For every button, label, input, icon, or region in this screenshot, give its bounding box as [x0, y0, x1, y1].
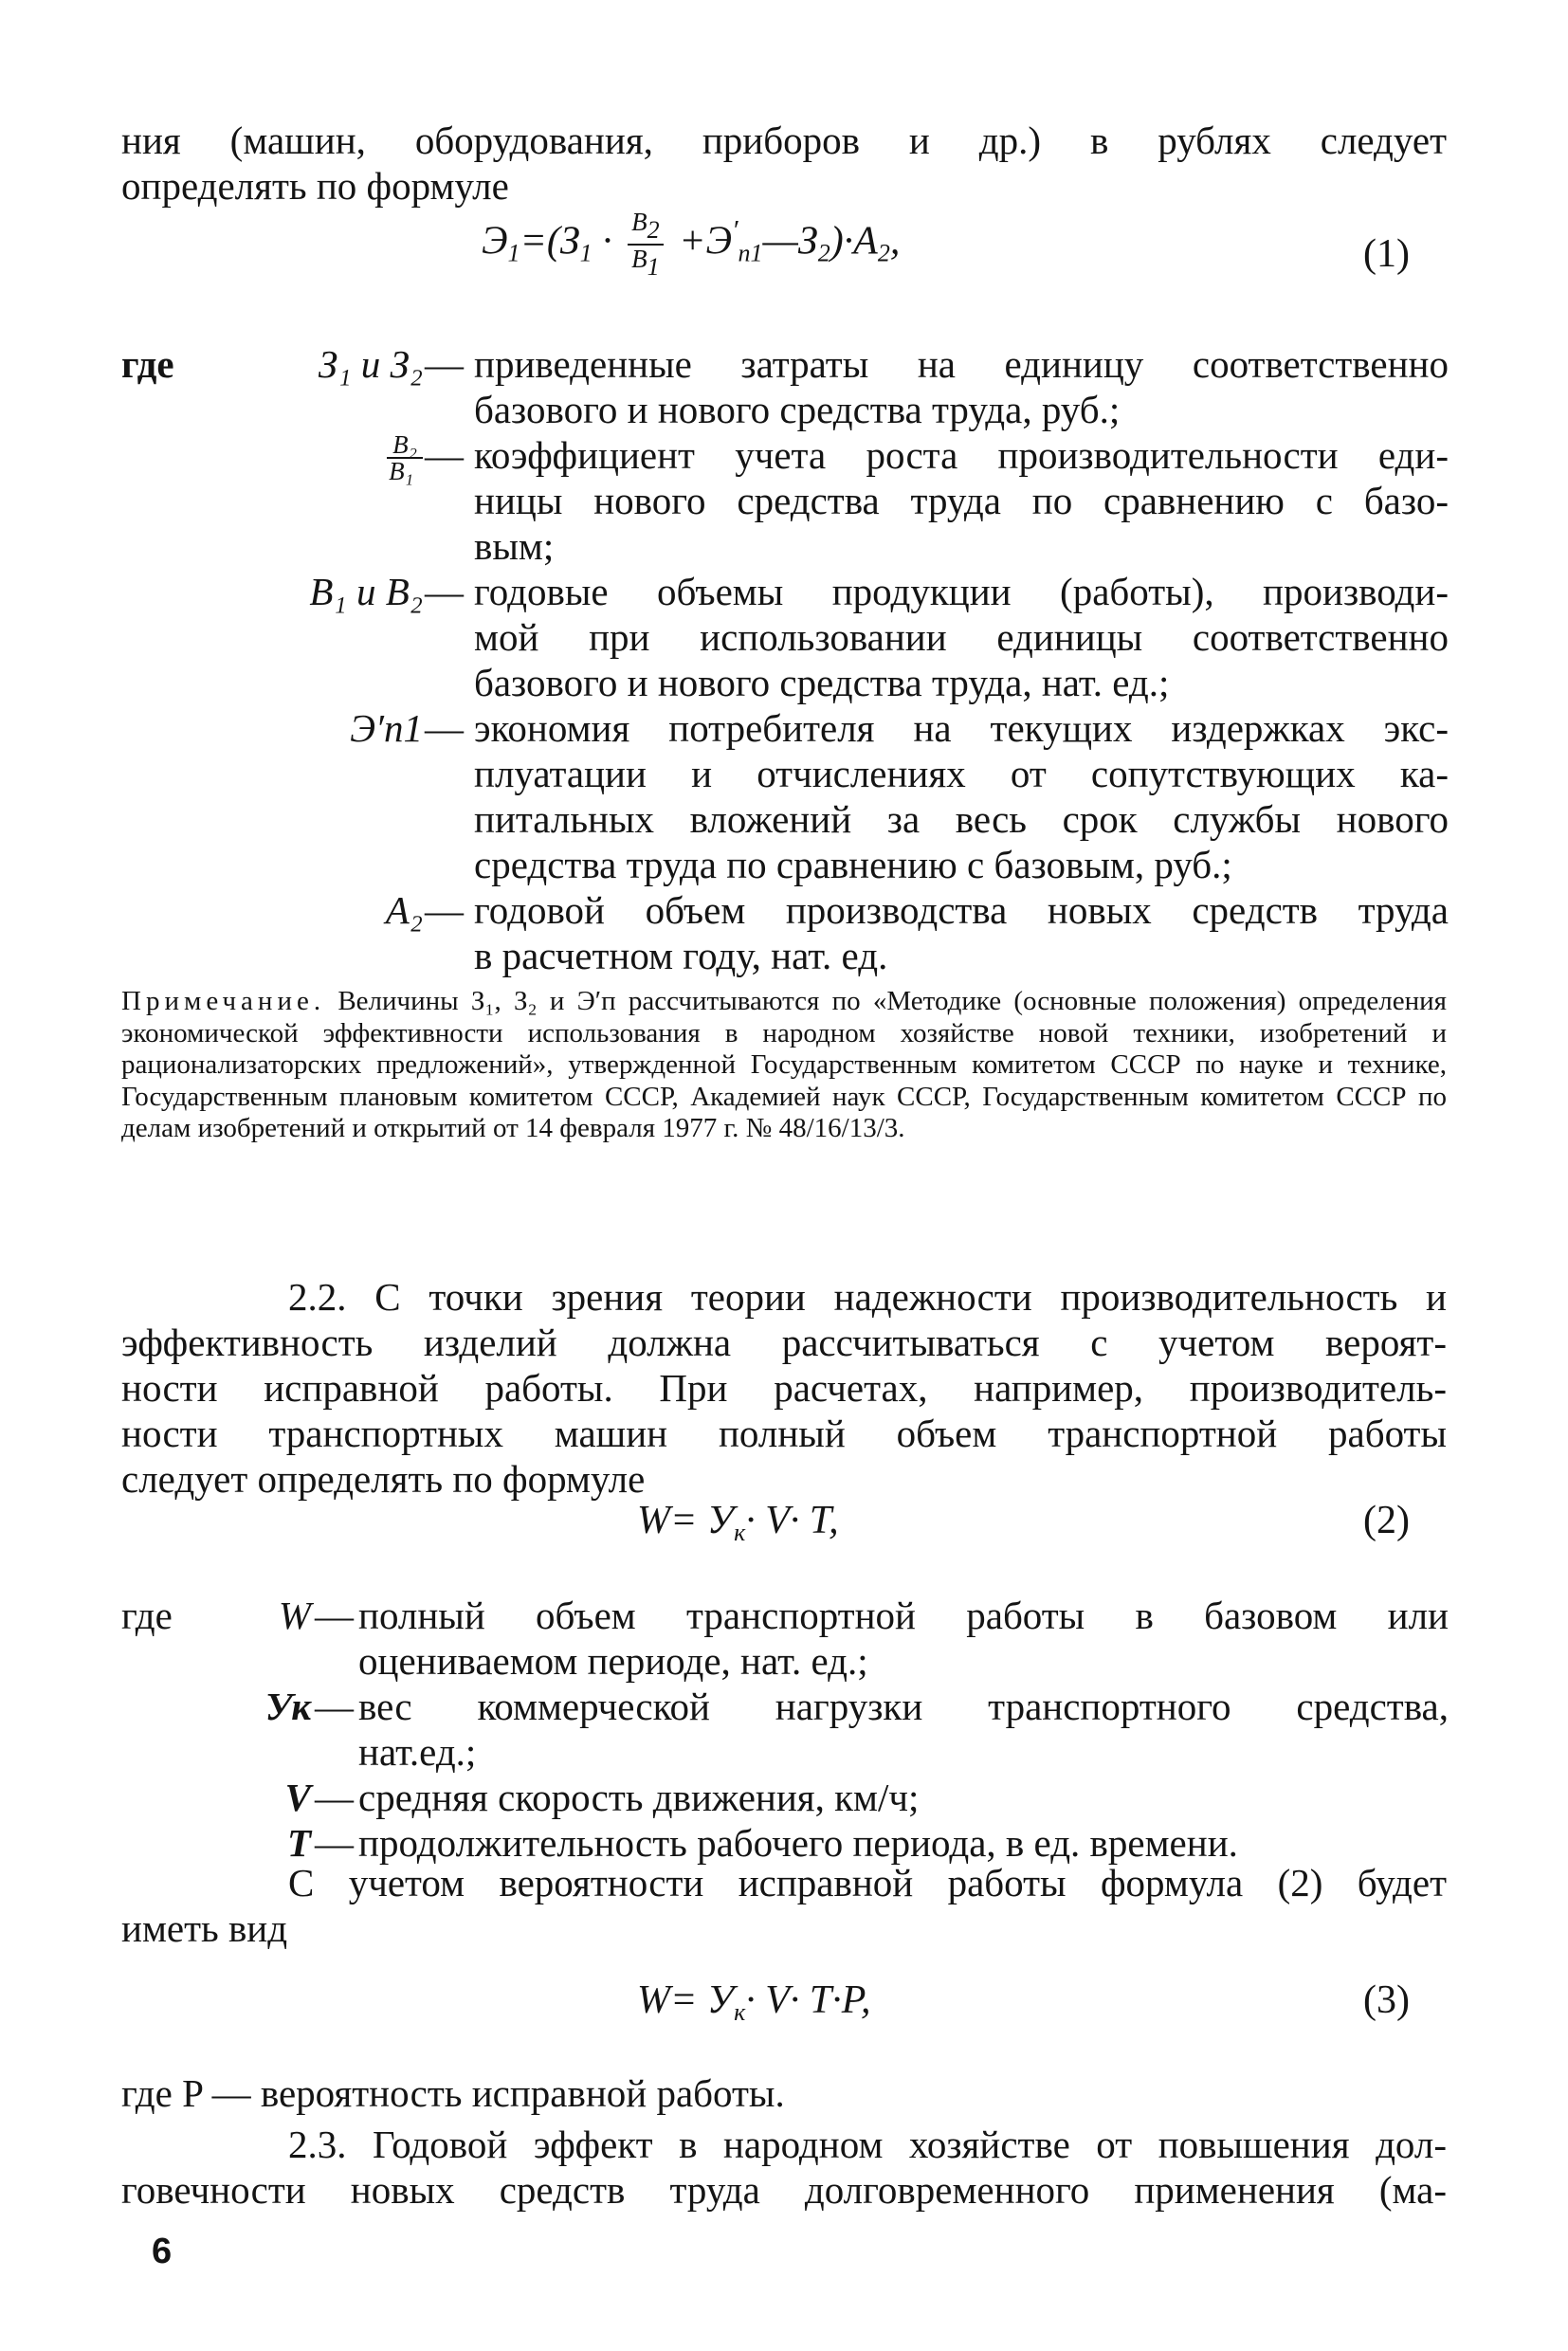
definition-line: полный объем транспортной работы в базовом или	[358, 1594, 1449, 1637]
paragraph-line: где P — вероятность исправной работы.	[121, 2071, 785, 2115]
formula-subscript: к	[734, 1519, 746, 1546]
definition-item	[121, 887, 1449, 978]
formula-subscript: 1	[579, 239, 593, 267]
definition-dash: —	[315, 1776, 354, 1819]
definition-item	[121, 1684, 1449, 1775]
definition-line: экономия потребителя на текущих издержках экс-	[474, 706, 1449, 750]
definition-item	[121, 569, 1449, 705]
note-text: Величины З₁, З₂ и Э′п рассчитываются по «Методике (основные положения) определения экономической эффективности использования в народном хозяйстве новой техники, изобретений и рационализаторских предложений», утвержденной Государственным комитетом СССР по науке и технике, Государственным плановым комитетом СССР, Академией наук СССР, Государственным комитетом СССР по делам изобретений и открытий от 14 февраля 1977 г. № 48/16/13/3.	[121, 986, 1447, 1143]
definition-line: оцениваемом периоде, нат. ед.;	[358, 1639, 868, 1683]
definition-item	[121, 705, 1449, 887]
definition-item	[121, 432, 1449, 569]
formula-3	[637, 1977, 871, 2027]
formula-subscript: 2	[817, 239, 830, 267]
equation-number: (1)	[1363, 232, 1410, 276]
note-label: Примечание.	[121, 986, 326, 1016]
definition-term: B₁ и B₂	[309, 570, 423, 613]
definition-dash: —	[425, 888, 464, 932]
formula-subscript: 1	[647, 253, 660, 281]
formula-symbol: —З	[762, 219, 818, 264]
formula-operator: ·	[592, 219, 623, 264]
definition-term: Э′п1	[350, 706, 423, 750]
definition-term: T	[286, 1821, 311, 1865]
definition-line: средняя скорость движения, км/ч;	[358, 1776, 920, 1819]
probability-paragraph	[121, 1860, 1447, 1951]
formula-subscript: к	[734, 1998, 746, 2026]
definition-item	[121, 1820, 1449, 1866]
section-2-2	[121, 1274, 1447, 1502]
definition-line: годовые объемы продукции (работы), производи-	[474, 570, 1449, 613]
definition-line: питальных вложений за весь срок службы нового	[474, 797, 1449, 841]
formula-symbol: · V· T,	[745, 1499, 839, 1542]
section-line: говечности новых средств труда долговременного применения (ма-	[121, 2168, 1447, 2212]
formula-symbol: · V· T·P,	[745, 1978, 871, 2022]
formula-symbol: +Э	[668, 219, 732, 264]
formula-1: $Э_1=(З_1$ · $\frac{B_2}{B_1}$ $+Э'_{п1}—З_2)\cdot A_2$,	[482, 208, 901, 281]
formula-symbol: W= У	[637, 1978, 735, 2022]
formula-subscript: 2	[647, 216, 660, 244]
formula-symbol: =(З	[520, 219, 580, 264]
definition-line: средства труда по сравнению с базовым, руб.;	[474, 843, 1232, 886]
intro-paragraph	[121, 118, 1447, 209]
definition-dash: —	[315, 1821, 354, 1865]
definition-item	[121, 1775, 1449, 1820]
section-2-3	[121, 2122, 1447, 2213]
equation-number: (2)	[1363, 1499, 1410, 1542]
formula-symbol: )·A	[830, 219, 878, 264]
section-line: эффективность изделий должна рассчитываться с учетом вероят-	[121, 1321, 1447, 1364]
definition-line: продолжительность рабочего периода, в ед. времени.	[358, 1821, 1238, 1865]
definition-dash: —	[425, 570, 464, 613]
formula-subscript: 2	[877, 239, 890, 267]
intro-line: ния (машин, оборудования, приборов и др.) в рублях следует	[121, 118, 1447, 162]
definition-line: базового и нового средства труда, нат. ед.;	[474, 661, 1170, 704]
definition-term: V	[284, 1776, 311, 1819]
definition-line: нат.ед.;	[358, 1730, 477, 1774]
section-line: ности исправной работы. При расчетах, например, производитель-	[121, 1366, 1447, 1410]
formula-symbol: Э	[482, 219, 508, 264]
page-number: 6	[152, 2232, 173, 2271]
definitions-1	[121, 341, 1449, 978]
definition-line: вым;	[474, 524, 555, 568]
definition-line: приведенные затраты на единицу соответственно	[474, 342, 1449, 386]
gde-label: где	[121, 342, 174, 386]
definition-line: базового и нового средства труда, руб.;	[474, 388, 1121, 431]
definition-term: Ук	[264, 1685, 311, 1728]
formula-symbol: ,	[889, 219, 901, 264]
definition-line: ницы нового средства труда по сравнению с базо-	[474, 479, 1449, 522]
section-line: ности транспортных машин полный объем транспортной работы	[121, 1412, 1447, 1455]
definition-line: мой при использовании единицы соответственно	[474, 615, 1449, 659]
definition-dash: —	[425, 433, 464, 477]
definition-line: коэффициент учета роста производительности еди-	[474, 433, 1449, 477]
definition-line: в расчетном году, нат. ед.	[474, 934, 888, 977]
definition-dash: —	[425, 342, 464, 386]
formula-2	[637, 1498, 839, 1547]
section-line: 2.3. Годовой эффект в народном хозяйстве от повышения дол-	[288, 2123, 1447, 2166]
definition-dash: —	[315, 1594, 354, 1637]
definition-line: вес коммерческой нагрузки транспортного средства,	[358, 1685, 1449, 1728]
section-line: 2.2. С точки зрения теории надежности производительность и	[288, 1275, 1447, 1319]
definitions-2	[121, 1593, 1449, 1866]
definition-line: плуатации и отчислениях от сопутствующих ка-	[474, 752, 1449, 795]
definition-term	[121, 432, 423, 483]
fraction-numerator: B	[631, 208, 647, 236]
gde-p-line	[121, 2070, 1447, 2116]
paragraph-line: иметь вид	[121, 1906, 288, 1950]
fraction-numerator: B₂	[387, 432, 423, 459]
paragraph-line: С учетом вероятности исправной работы формула (2) будет	[288, 1861, 1447, 1904]
definition-item	[121, 341, 1449, 432]
definition-term: A₂	[385, 888, 423, 932]
definition-term: W	[278, 1594, 311, 1637]
fraction-denominator: B	[631, 245, 647, 273]
fraction-denominator: B₁	[389, 457, 413, 485]
definition-dash: —	[315, 1685, 354, 1728]
gde-label: где	[121, 1594, 173, 1637]
formula-fraction	[628, 209, 664, 281]
definition-line: годовой объем производства новых средств труда	[474, 888, 1449, 932]
formula-subscript: 1	[507, 239, 520, 267]
formula-symbol: W= У	[637, 1499, 735, 1542]
equation-number: (3)	[1363, 1978, 1410, 2022]
formula-subscript: п1	[738, 239, 763, 267]
definition-item	[121, 1593, 1449, 1684]
definition-dash: —	[425, 706, 464, 750]
footnote-note	[121, 986, 1447, 1145]
intro-line: определять по формуле	[121, 164, 509, 208]
section-line: следует определять по формуле	[121, 1457, 646, 1501]
definition-term: З₁ и З₂	[318, 342, 423, 386]
